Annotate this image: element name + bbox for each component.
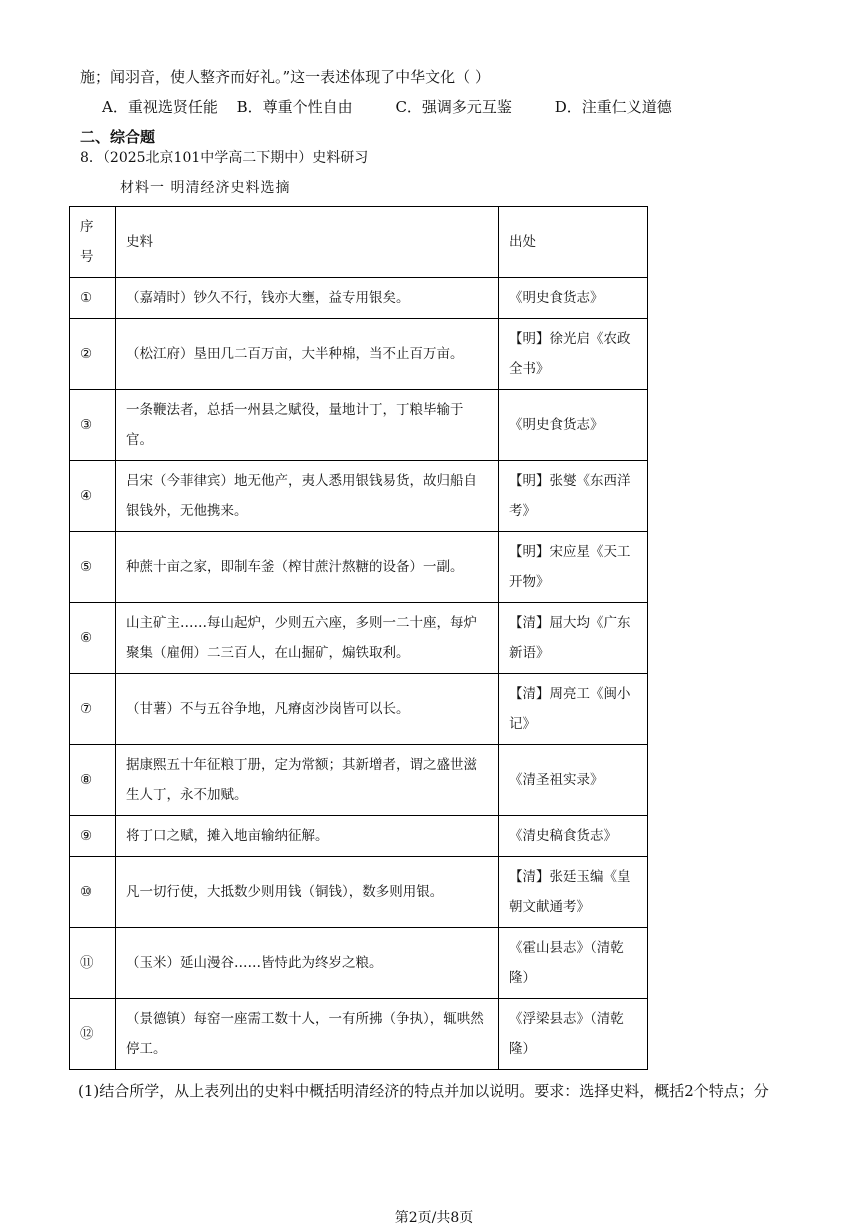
row-origin: 【清】屈大均《广东新语》 bbox=[499, 603, 648, 674]
row-source-text: （玉米）延山漫谷……皆恃此为终岁之粮。 bbox=[116, 928, 499, 999]
question-intro: 施；闻羽音，使人整齐而好礼。”这一表述体现了中华文化（ ） bbox=[80, 68, 490, 86]
header-number-label: 序号 bbox=[80, 219, 94, 265]
row-origin: 【清】张廷玉编《皇朝文献通考》 bbox=[499, 857, 648, 928]
row-origin: 《明史食货志》 bbox=[499, 390, 648, 461]
material-title: 材料一 明清经济史料选摘 bbox=[120, 180, 291, 196]
row-source-text: 一条鞭法者，总括一州县之赋役，量地计丁，丁粮毕输于官。 bbox=[116, 390, 499, 461]
row-number: ⑤ bbox=[70, 532, 116, 603]
row-origin: 【明】宋应星《天工开物》 bbox=[499, 532, 648, 603]
table-row bbox=[70, 603, 648, 674]
row-number: ⑧ bbox=[70, 745, 116, 816]
table-row bbox=[70, 319, 648, 390]
option-a: A．重视选贤任能 bbox=[102, 98, 218, 116]
source-table bbox=[69, 206, 648, 1070]
row-origin: 《明史食货志》 bbox=[499, 278, 648, 319]
row-origin: 【明】徐光启《农政全书》 bbox=[499, 319, 648, 390]
row-source-text: （嘉靖时）钞久不行，钱亦大壅，益专用银矣。 bbox=[116, 278, 499, 319]
section-title: 二、综合题 bbox=[80, 128, 156, 146]
row-source-text: 山主矿主……每山起炉，少则五六座，多则一二十座，每炉聚集（雇佣）二三百人，在山掘矿，煽铁取利。 bbox=[116, 603, 499, 674]
page-footer: 第2页/共8页 bbox=[394, 1210, 474, 1226]
row-source-text: 据康熙五十年征粮丁册，定为常额；其新增者，谓之盛世滋生人丁，永不加赋。 bbox=[116, 745, 499, 816]
table-row bbox=[70, 999, 648, 1070]
option-b: B．尊重个性自由 bbox=[236, 98, 353, 116]
question-8-title: 8．（2025北京101中学高二下期中）史料研习 bbox=[80, 150, 369, 166]
answer-options bbox=[102, 96, 672, 117]
row-number: ② bbox=[70, 319, 116, 390]
table-row bbox=[70, 928, 648, 999]
row-source-text: （甘薯）不与五谷争地，凡瘠卤沙岗皆可以长。 bbox=[116, 674, 499, 745]
table-row bbox=[70, 390, 648, 461]
row-number: ③ bbox=[70, 390, 116, 461]
table-row bbox=[70, 857, 648, 928]
row-source-text: 凡一切行使，大抵数少则用钱（铜钱），数多则用银。 bbox=[116, 857, 499, 928]
table-row bbox=[70, 461, 648, 532]
row-number: ① bbox=[70, 278, 116, 319]
header-source-text: 史料 bbox=[116, 207, 499, 278]
header-origin: 出处 bbox=[499, 207, 648, 278]
row-source-text: 种蔗十亩之家，即制车釜（榨甘蔗汁熬糖的设备）一副。 bbox=[116, 532, 499, 603]
row-number: ⑨ bbox=[70, 816, 116, 857]
row-origin: 《浮梁县志》（清乾隆） bbox=[499, 999, 648, 1070]
row-number: ⑥ bbox=[70, 603, 116, 674]
row-origin: 【明】张燮《东西洋考》 bbox=[499, 461, 648, 532]
row-origin: 《清圣祖实录》 bbox=[499, 745, 648, 816]
row-source-text: （松江府）垦田几二百万亩，大半种棉，当不止百万亩。 bbox=[116, 319, 499, 390]
row-source-text: 将丁口之赋，摊入地亩输纳征解。 bbox=[116, 816, 499, 857]
table-row bbox=[70, 532, 648, 603]
row-number: ⑦ bbox=[70, 674, 116, 745]
header-number bbox=[70, 207, 116, 278]
table-row bbox=[70, 674, 648, 745]
row-source-text: （景德镇）每窑一座需工数十人，一有所拂（争执），辄哄然停工。 bbox=[116, 999, 499, 1070]
row-source-text: 吕宋（今菲律宾）地无他产，夷人悉用银钱易货，故归船自银钱外，无他携来。 bbox=[116, 461, 499, 532]
row-number: ⑫ bbox=[70, 999, 116, 1070]
table-row bbox=[70, 278, 648, 319]
row-origin: 【清】周亮工《闽小记》 bbox=[499, 674, 648, 745]
subquestion-1: (1)结合所学，从上表列出的史料中概括明清经济的特点并加以说明。要求：选择史料，概括2个特点；分 bbox=[78, 1082, 769, 1100]
row-number: ④ bbox=[70, 461, 116, 532]
table-row bbox=[70, 816, 648, 857]
row-number: ⑪ bbox=[70, 928, 116, 999]
option-d: D．注重仁义道德 bbox=[554, 98, 672, 116]
table-row bbox=[70, 745, 648, 816]
row-origin: 《霍山县志》（清乾隆） bbox=[499, 928, 648, 999]
option-c: C．强调多元互鉴 bbox=[395, 98, 512, 116]
table-header-row bbox=[70, 207, 648, 278]
row-number: ⑩ bbox=[70, 857, 116, 928]
row-origin: 《清史稿食货志》 bbox=[499, 816, 648, 857]
